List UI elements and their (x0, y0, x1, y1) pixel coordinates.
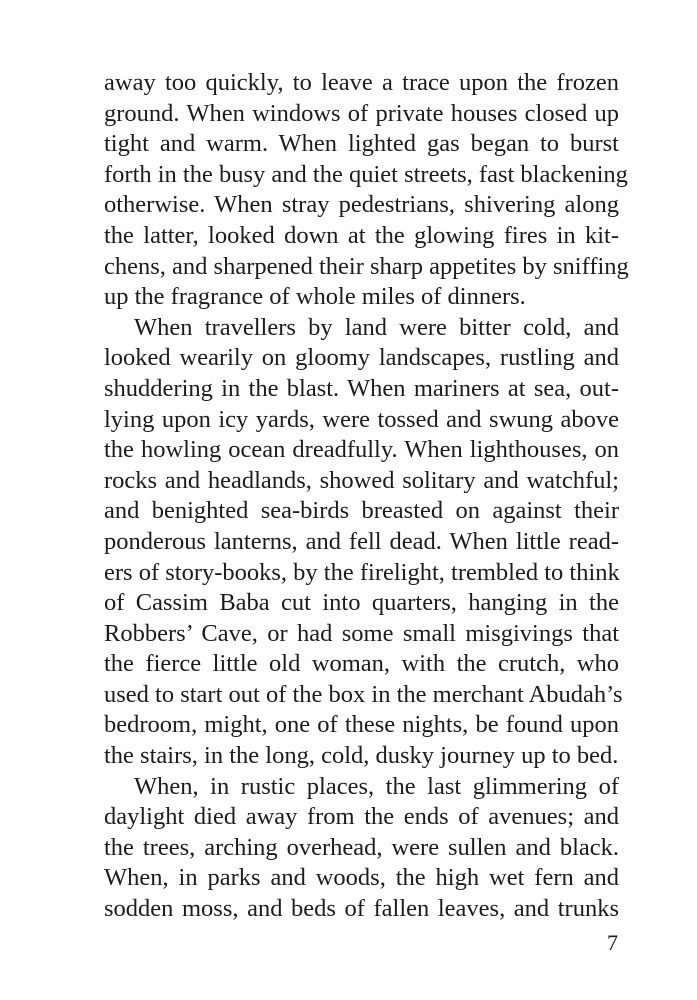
text-line: forth in the busy and the quiet streets, fast blackening (104, 160, 628, 188)
text-line: otherwise. When stray pedestrians, shivering along (104, 191, 619, 219)
text-line: Robbers’ Cave, or had some small misgivings that (104, 619, 619, 647)
text-line: and benighted sea-birds breasted on against their (104, 497, 619, 525)
body-text (104, 68, 629, 925)
text-line: the latter, looked down at the glowing fires in kit- (104, 221, 619, 249)
text-line: shuddering in the blast. When mariners at sea, out- (104, 374, 619, 402)
text-line: sodden moss, and beds of fallen leaves, and trunks (104, 895, 619, 923)
text-line: the stairs, in the long, cold, dusky journey up to bed. (104, 742, 619, 770)
text-line: When, in rustic places, the last glimmering of (134, 772, 619, 800)
text-line: When travellers by land were bitter cold, and (134, 313, 619, 341)
text-line: ground. When windows of private houses closed up (104, 99, 619, 127)
text-line: the howling ocean dreadfully. When lighthouses, on (104, 436, 619, 464)
text-line: bedroom, might, one of these nights, be found upon (104, 711, 619, 739)
text-line: used to start out of the box in the merchant Abudah’s (104, 680, 623, 708)
text-line: the trees, arching overhead, were sullen and black. (104, 833, 619, 861)
text-line: of Cassim Baba cut into quarters, hanging in the (104, 589, 619, 617)
text-line: looked wearily on gloomy landscapes, rustling and (104, 344, 619, 372)
text-line: ponderous lanterns, and fell dead. When little read- (104, 527, 619, 555)
text-line: daylight died away from the ends of avenues; and (104, 803, 619, 831)
text-line: ers of story-books, by the firelight, trembled to think (104, 558, 620, 586)
text-line: the fierce little old woman, with the crutch, who (104, 650, 619, 678)
text-line: rocks and headlands, showed solitary and watchful; (104, 466, 619, 494)
text-line: chens, and sharpened their sharp appetites by sniffing (104, 252, 629, 280)
text-line: tight and warm. When lighted gas began to burst (104, 130, 619, 158)
text-line: When, in parks and woods, the high wet fern and (104, 864, 619, 892)
text-line: up the fragrance of whole miles of dinners. (104, 283, 526, 311)
page-number: 7 (607, 930, 618, 955)
text-line: lying upon icy yards, were tossed and swung above (104, 405, 619, 433)
text-line: away too quickly, to leave a trace upon the frozen (104, 69, 619, 96)
